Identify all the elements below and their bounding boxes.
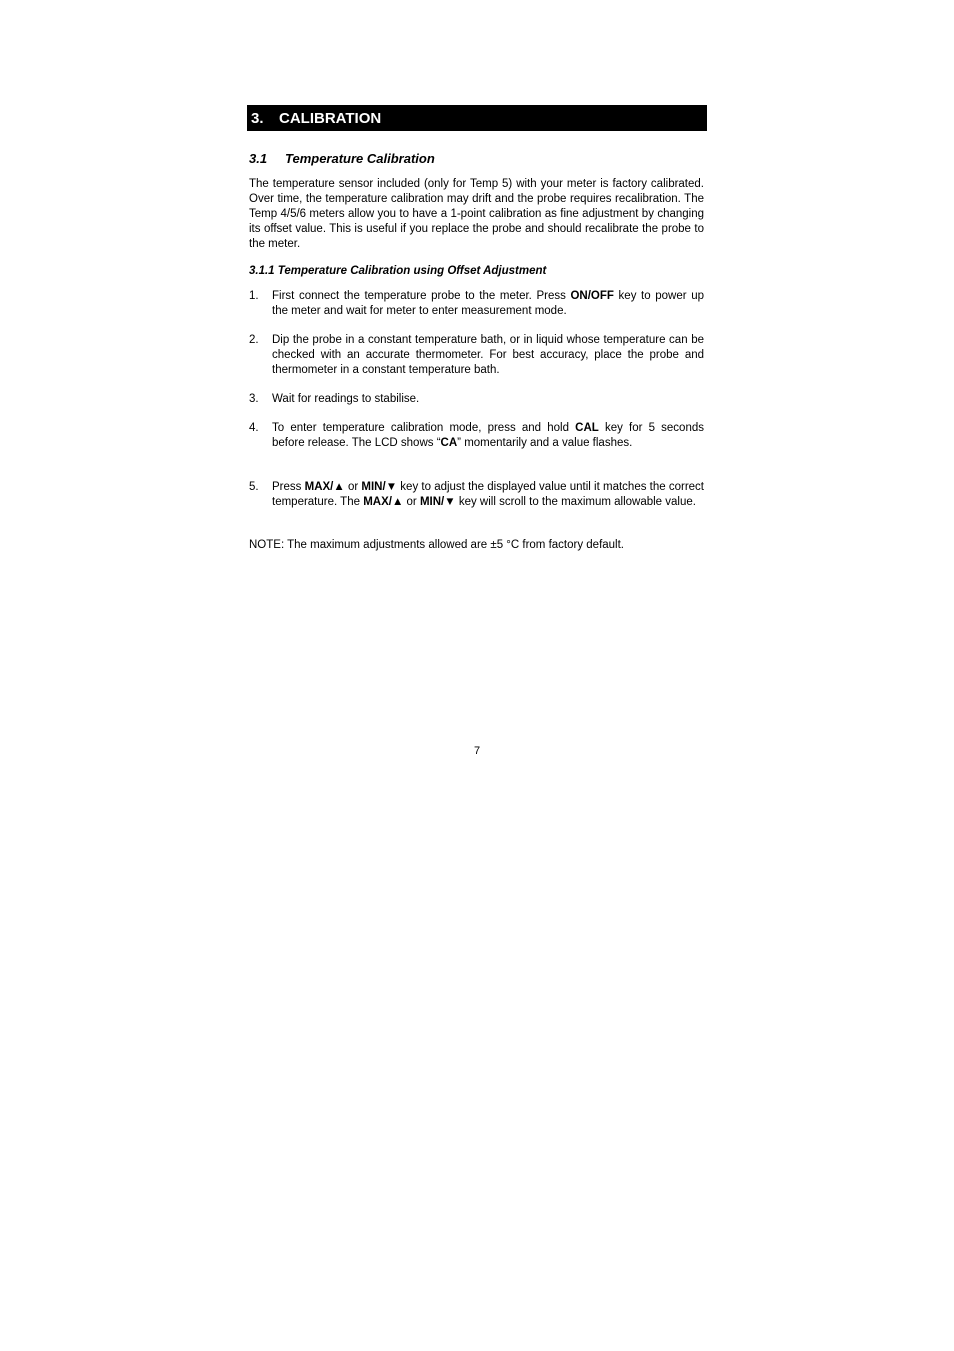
key-name: MAX/▲ xyxy=(363,496,404,508)
text-run: ” momentarily and a value flashes. xyxy=(457,437,633,449)
text-run: key to power up the meter and wait for meter to enter measurement mode. xyxy=(272,290,704,317)
step-text: Dip the probe in a constant temperature bath, or in liquid whose temperature can be checked with an accurate thermometer. For best accuracy, place the probe and thermometer in a constant temperature bath. xyxy=(272,334,704,376)
step-item xyxy=(249,333,704,378)
step-number: 5. xyxy=(249,481,259,493)
section-title: CALIBRATION xyxy=(279,109,382,127)
key-name: CAL xyxy=(575,422,599,434)
text-run: or xyxy=(344,481,362,493)
section-number: 3. xyxy=(251,109,264,127)
text-run: key will scroll to the maximum allowable value. xyxy=(455,496,696,508)
step-item xyxy=(249,289,704,319)
step-number: 2. xyxy=(249,334,259,346)
key-name: MAX/▲ xyxy=(304,481,345,493)
key-name: ON/OFF xyxy=(570,290,614,302)
step-text: Wait for readings to stabilise. xyxy=(272,393,420,405)
step-item xyxy=(249,421,704,451)
step-number: 3. xyxy=(249,393,259,405)
note-text: NOTE: The maximum adjustments allowed are ±5 °C from factory default. xyxy=(249,539,625,551)
subsection-heading xyxy=(249,151,435,166)
intro-paragraph: The temperature sensor included (only for Temp 5) with your meter is factory calibrated. Over time, the temperature calibration may drift and the probe requires recalibration. The Temp 4/5/6 meters allow you to have a 1-point calibration as fine adjustment by changing its offset value. This is useful if you replace the probe and should recalibrate the probe to the meter. xyxy=(249,178,704,250)
step-number: 1. xyxy=(249,290,259,302)
key-name: MIN/▼ xyxy=(361,481,398,493)
step-number: 4. xyxy=(249,422,259,434)
subsection-number: 3.1 xyxy=(249,151,268,166)
key-name: MIN/▼ xyxy=(419,496,456,508)
lcd-display-text: CA xyxy=(440,437,458,449)
text-run: To enter temperature calibration mode, press and hold xyxy=(272,422,576,434)
section-heading xyxy=(247,105,707,131)
text-run: or xyxy=(403,496,420,508)
text-run: First connect the temperature probe to the meter. Press xyxy=(272,290,571,302)
text-run: Press xyxy=(272,481,305,493)
text-run: key to adjust the displayed value until it matches the correct temperature. The xyxy=(272,481,705,508)
step-item xyxy=(249,392,704,407)
step-item xyxy=(249,480,704,510)
subsubsection-heading: 3.1.1 Temperature Calibration using Offset Adjustment xyxy=(249,265,547,277)
step-text xyxy=(272,289,704,319)
step-text xyxy=(272,421,704,451)
page-number: 7 xyxy=(473,745,481,757)
text-run: key for 5 seconds before release. The LCD shows “ xyxy=(272,422,704,449)
step-text xyxy=(272,480,704,510)
subsection-title: Temperature Calibration xyxy=(285,151,435,166)
